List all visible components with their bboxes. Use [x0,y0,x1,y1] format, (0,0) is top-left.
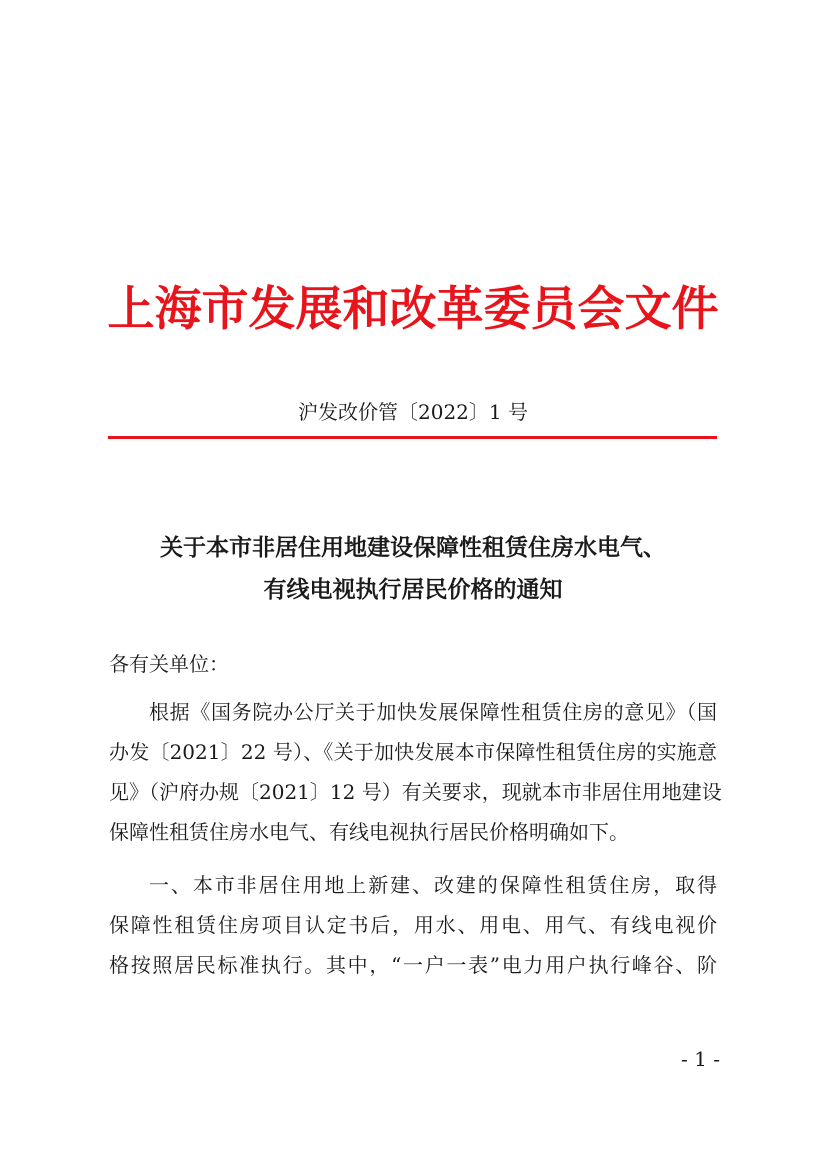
paragraph-2-line-2: 保障性租赁住房项目认定书后，用水、用电、用气、有线电视价 [109,913,717,937]
paragraph-1-line-3: 见》（沪府办规〔2021〕12 号）有关要求，现就本市非居住用地建设 [109,780,722,804]
paragraph-1-line-1: 根据《国务院办公厅关于加快发展保障性租赁住房的意见》（国 [149,700,717,724]
page-number: - 1 - [681,1047,720,1071]
document-title-line-2: 有线电视执行居民价格的通知 [263,576,563,603]
document-title-line-1: 关于本市非居住用地建设保障性租赁住房水电气、 [160,534,666,561]
document-title [0,527,826,611]
paragraph-1-line-4: 保障性租赁住房水电气、有线电视执行居民价格明确如下。 [109,820,629,844]
paragraph-2-line-1: 一、本市非居住用地上新建、改建的保障性租赁住房，取得 [149,873,717,897]
paragraph-2-line-3: 格按照居民标准执行。其中，“一户一表”电力用户执行峰谷、阶 [109,953,717,977]
addressee: 各有关单位： [109,652,229,676]
document-number: 沪发改价管〔2022〕1 号 [298,400,528,424]
issuer-title: 上海市发展和改革委员会文件 [107,282,719,337]
red-divider-line [108,436,717,439]
paragraph-1 [109,692,722,852]
paragraph-1-line-2: 办发〔2021〕22 号）、《关于加快发展本市保障性租赁住房的实施意 [109,740,717,764]
paragraph-2 [109,865,717,985]
